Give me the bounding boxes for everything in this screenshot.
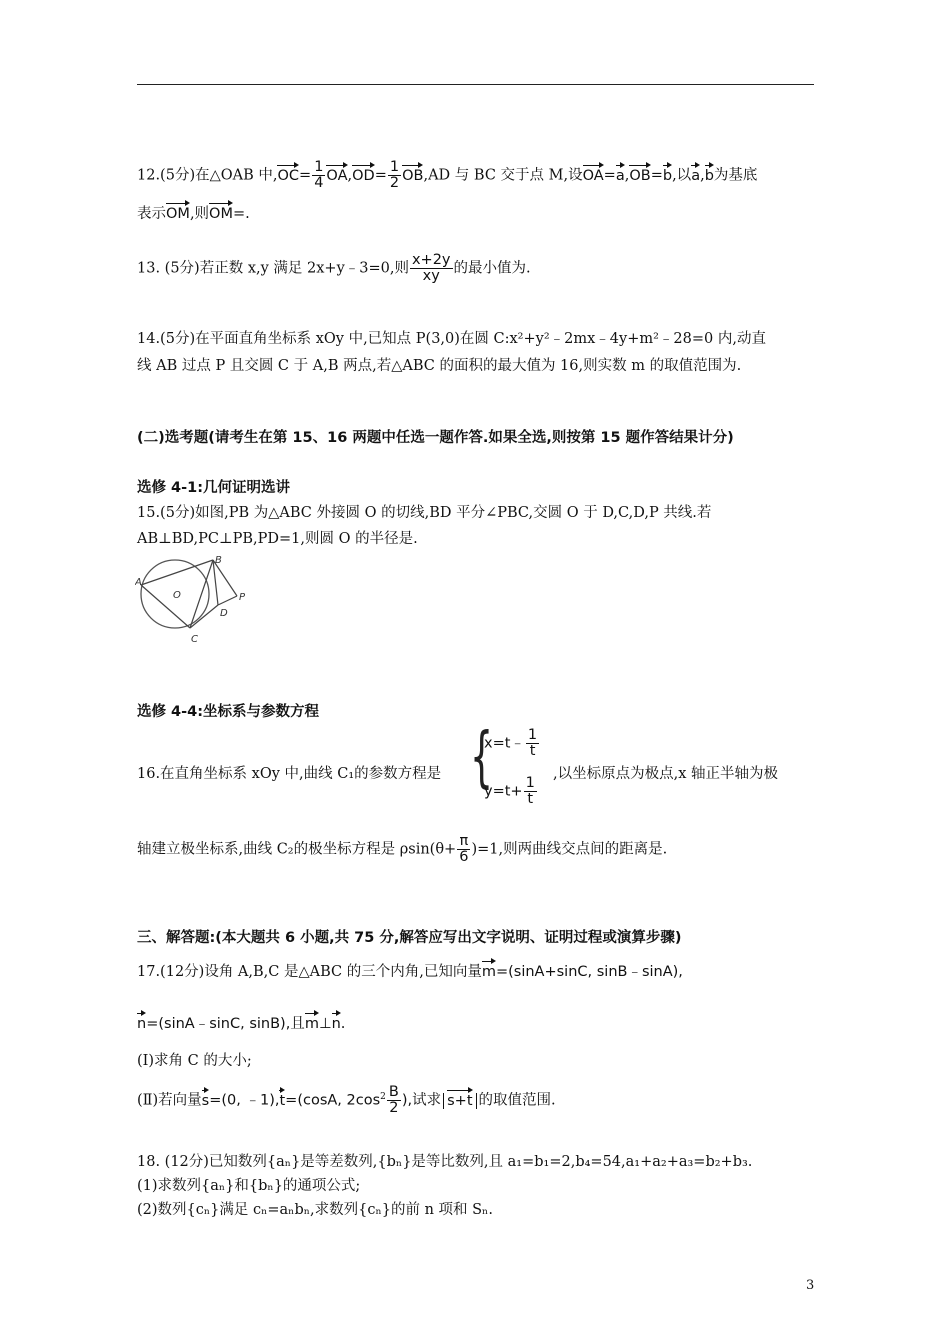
vector-s: s xyxy=(201,1092,210,1109)
vector-ob-2: OB xyxy=(629,167,651,184)
section2-heading: (二)选考题(请考生在第 15、16 两题中任选一题作答.如果全选,则按第 15 题作答结果计分) xyxy=(137,430,734,446)
q14-line2: 线 AB 过点 P 且交圆 C 于 A,B 两点,若△ABC 的面积的最大值为 16,则实数 m 的取值范围为. xyxy=(137,358,742,374)
q17-line1 xyxy=(137,960,683,981)
vector-n: n xyxy=(137,1016,147,1032)
vector-a: a xyxy=(615,167,625,184)
q18-part2: (2)数列{cₙ}满足 cₙ=aₙbₙ,求数列{cₙ}的前 n 项和 Sₙ. xyxy=(137,1202,493,1218)
q15-line1: 15.(5分)如图,PB 为△ABC 外接圆 O 的切线,BD 平分∠PBC,交圆 O 于 D,C,D,P 共线.若 xyxy=(137,505,712,521)
q17-line2: n=(sinA﹣sinC, sinB),且m⊥n. xyxy=(137,1016,346,1032)
vector-t-value: =(cosA, 2cos xyxy=(285,1092,381,1109)
q12-line2-mid: ,则 xyxy=(189,206,210,222)
label-d: D xyxy=(220,608,228,619)
q12-mid: ,AD 与 BC 交于点 M,设 xyxy=(423,167,583,184)
header-rule xyxy=(137,84,814,85)
q14-line1: 14.(5分)在平面直角坐标系 xOy 中,已知点 P(3,0)在圆 C:x²+y²﹣2mx﹣4y+m²﹣28=0 内,动直 xyxy=(137,331,766,347)
vector-oa: OA xyxy=(326,167,348,184)
sel41-heading: 选修 4-1:几何证明选讲 xyxy=(137,480,291,496)
vector-ob: OB xyxy=(402,167,424,184)
vector-a-2: a xyxy=(691,167,701,184)
vector-m: m xyxy=(481,964,496,980)
q13-suffix: 的最小值为. xyxy=(453,260,531,277)
q12-tail: 为基底 xyxy=(713,167,758,184)
fraction-x2y-xy: $\frac{x+2y}{xy}$ xyxy=(411,252,451,285)
q16-eq2 xyxy=(484,776,538,807)
sel44-heading: 选修 4-4:坐标系与参数方程 xyxy=(137,704,320,720)
superscript-2: 2 xyxy=(380,1091,386,1102)
q17-prefix: 17.(12分)设角 A,B,C 是△ABC 的三个内角,已知向量 xyxy=(137,964,482,980)
label-p: P xyxy=(239,592,246,603)
section3-heading: 三、解答题:(本大题共 6 小题,共 75 分,解答应写出文字说明、证明过程或演算步骤) xyxy=(137,930,682,946)
q18-part1: (1)求数列{aₙ}和{bₙ}的通项公式; xyxy=(137,1178,361,1194)
q17-part2-suffix: 的取值范围. xyxy=(478,1092,556,1109)
q15-figure xyxy=(135,552,255,647)
q16-prefix: 16.在直角坐标系 xOy 中,曲线 C₁的参数方程是 xyxy=(137,766,442,782)
segment-dp xyxy=(218,596,237,605)
q16-line2-suffix: )=1,则两曲线交点间的距离是. xyxy=(471,841,668,858)
vector-oa-2: OA xyxy=(582,167,604,184)
vector-b: b xyxy=(662,167,673,184)
vector-om-2: OM xyxy=(209,206,233,222)
q12-line2-end: =. xyxy=(232,206,250,222)
q16-line1 xyxy=(137,762,441,783)
q12-line1: 12.(5分)在△OAB 中,OC= $\frac{1}{4}$ OA,OD= $\frac{1}{2}$ OB,AD 与 BC 交于点 M,设OA=a,OB=b,以a,b为基底 xyxy=(137,159,758,192)
vector-t-close: ),试求 xyxy=(401,1092,442,1109)
q12-line2 xyxy=(137,202,250,223)
perp-symbol: ⊥ xyxy=(318,1016,332,1032)
vector-s-value: =(0, ﹣1), xyxy=(209,1092,280,1109)
abs-s-plus-t: s+t xyxy=(443,1093,476,1109)
label-o: O xyxy=(173,590,181,601)
q13-line xyxy=(137,253,531,284)
q16-line2 xyxy=(137,834,667,865)
label-c: C xyxy=(191,634,198,645)
label-b: B xyxy=(215,555,222,566)
fraction-1-t-b: $\frac{1}{t}$ xyxy=(525,775,535,808)
q18-line1: 18. (12分)已知数列{aₙ}是等差数列,{bₙ}是等比数列,且 a₁=b₁=2,b₄=54,a₁+a₂+a₃=b₂+b₃. xyxy=(137,1154,753,1170)
vector-m-value: =(sinA+sinC, sinB﹣sinA), xyxy=(495,964,683,980)
q13-prefix: 13. (5分)若正数 x,y 满足 2x+y﹣3=0,则 xyxy=(137,260,409,277)
fraction-1-t-a: $\frac{1}{t}$ xyxy=(527,727,538,760)
vector-b-2: b xyxy=(704,167,714,184)
q16-eq1-left: x=t﹣ xyxy=(484,735,525,752)
segment-ac xyxy=(141,585,190,628)
vector-oc: OC xyxy=(277,167,300,184)
fraction-1-2: $\frac{1}{2}$ xyxy=(389,159,400,192)
fraction-1-4: $\frac{1}{4}$ xyxy=(314,159,324,192)
fraction-pi-6: $\frac{\pi}{6}$ xyxy=(459,833,469,866)
vector-t: t xyxy=(279,1092,286,1109)
q15-line2: AB⊥BD,PC⊥PB,PD=1,则圆 O 的半径是. xyxy=(137,531,418,547)
vector-m-2: m xyxy=(304,1016,319,1032)
q12-line2-prefix: 表示 xyxy=(137,206,166,222)
q17-part2-prefix: (Ⅱ)若向量 xyxy=(137,1092,202,1109)
q16-suffix: ,以坐标原点为极点,x 轴正半轴为极 xyxy=(553,766,779,782)
q16-eq1 xyxy=(484,728,540,759)
q17-part2 xyxy=(137,1085,556,1116)
vector-od: OD xyxy=(352,167,375,184)
fraction-b-2: $\frac{B}{2}$ xyxy=(388,1084,399,1117)
vector-om: OM xyxy=(166,206,190,222)
q12-prefix: 12.(5分)在△OAB 中, xyxy=(137,167,278,184)
left-brace: { xyxy=(470,718,494,795)
page-number: 3 xyxy=(806,1278,815,1293)
q16-eq2-left: y=t+ xyxy=(484,783,523,800)
label-a: A xyxy=(135,577,142,588)
segment-ab xyxy=(141,560,213,585)
vector-n-value: =(sinA﹣sinC, sinB),且 xyxy=(146,1016,305,1032)
q17-part1: (Ⅰ)求角 C 的大小; xyxy=(137,1053,252,1069)
vector-n-2: n xyxy=(331,1016,341,1032)
q16-line2-prefix: 轴建立极坐标系,曲线 C₂的极坐标方程是 ρsin(θ+ xyxy=(137,841,457,858)
